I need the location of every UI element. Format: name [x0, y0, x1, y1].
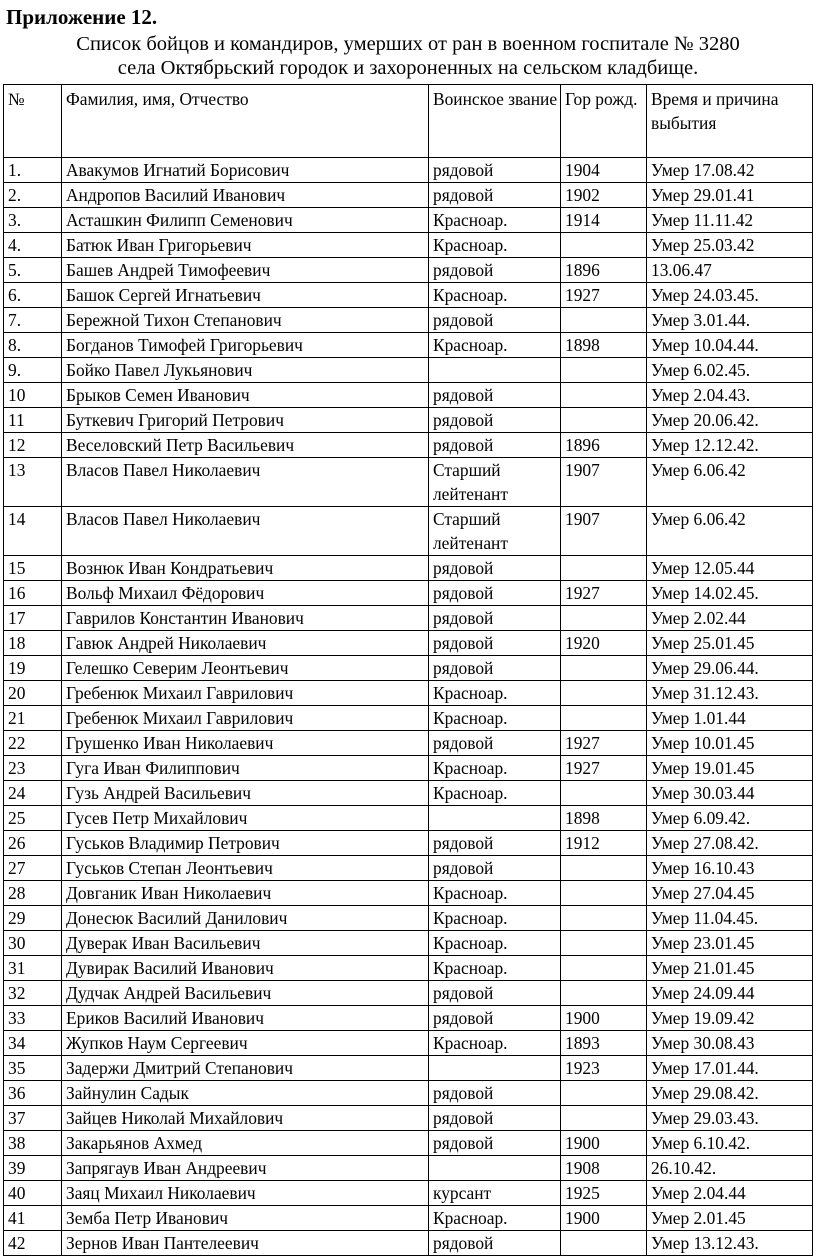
table-row [4, 183, 813, 208]
cell-rank: Старший лейтенант [429, 507, 561, 556]
cell-rank: рядовой [429, 631, 561, 656]
cell-rank: рядовой [429, 856, 561, 881]
cell-name: Запрягаув Иван Андреевич [62, 1156, 429, 1181]
cell-info: Умер 29.08.42. [647, 1081, 813, 1106]
cell-name: Гуськов Владимир Петрович [62, 831, 429, 856]
cell-info: Умер 1.01.44 [647, 706, 813, 731]
cell-year [561, 358, 647, 383]
cell-num: 6. [4, 283, 62, 308]
cell-info: Умер 10.01.45 [647, 731, 813, 756]
cell-name: Гаврилов Константин Иванович [62, 606, 429, 631]
cell-info: Умер 30.03.44 [647, 781, 813, 806]
cell-name: Асташкин Филипп Семенович [62, 208, 429, 233]
cell-info: Умер 6.06.42 [647, 507, 813, 556]
table-row [4, 1231, 813, 1256]
cell-name: Власов Павел Николаевич [62, 458, 429, 507]
title-line-1: Список бойцов и командиров, умерших от ран в военном госпитале № 3280 [76, 33, 740, 55]
cell-rank: рядовой [429, 731, 561, 756]
table-row [4, 881, 813, 906]
cell-name: Грушенко Иван Николаевич [62, 731, 429, 756]
cell-name: Башок Сергей Игнатьевич [62, 283, 429, 308]
cell-rank [429, 806, 561, 831]
cell-info: Умер 24.09.44 [647, 981, 813, 1006]
cell-year [561, 408, 647, 433]
table-row [4, 1131, 813, 1156]
header-rank: Воинское звание [429, 85, 561, 158]
cell-rank: Красноар. [429, 283, 561, 308]
cell-info: Умер 19.01.45 [647, 756, 813, 781]
cell-year [561, 706, 647, 731]
cell-year [561, 856, 647, 881]
cell-rank: рядовой [429, 383, 561, 408]
cell-name: Довганик Иван Николаевич [62, 881, 429, 906]
table-row [4, 656, 813, 681]
cell-rank: рядовой [429, 581, 561, 606]
table-row [4, 283, 813, 308]
table-row [4, 681, 813, 706]
cell-info: Умер 25.01.45 [647, 631, 813, 656]
cell-name: Авакумов Игнатий Борисович [62, 158, 429, 183]
cell-num: 34 [4, 1031, 62, 1056]
table-row [4, 806, 813, 831]
cell-num: 7. [4, 308, 62, 333]
cell-num: 32 [4, 981, 62, 1006]
cell-info: Умер 16.10.43 [647, 856, 813, 881]
cell-rank [429, 1156, 561, 1181]
table-row [4, 1006, 813, 1031]
cell-num: 36 [4, 1081, 62, 1106]
cell-name: Гуськов Степан Леонтьевич [62, 856, 429, 881]
cell-num: 1. [4, 158, 62, 183]
cell-info: Умер 2.02.44 [647, 606, 813, 631]
cell-info: Умер 30.08.43 [647, 1031, 813, 1056]
cell-num: 12 [4, 433, 62, 458]
cell-year: 1927 [561, 283, 647, 308]
cell-name: Андропов Василий Иванович [62, 183, 429, 208]
cell-info: Умер 6.06.42 [647, 458, 813, 507]
cell-num: 3. [4, 208, 62, 233]
cell-info: Умер 6.09.42. [647, 806, 813, 831]
cell-name: Гребенюк Михаил Гаврилович [62, 706, 429, 731]
cell-info: Умер 6.10.42. [647, 1131, 813, 1156]
cell-info: Умер 29.06.44. [647, 656, 813, 681]
cell-rank: рядовой [429, 1106, 561, 1131]
header-name: Фамилия, имя, Отчество [62, 85, 429, 158]
cell-name: Заяц Михаил Николаевич [62, 1181, 429, 1206]
table-row [4, 906, 813, 931]
cell-rank: Красноар. [429, 333, 561, 358]
cell-info: Умер 11.04.45. [647, 906, 813, 931]
cell-rank: Красноар. [429, 1031, 561, 1056]
cell-num: 8. [4, 333, 62, 358]
cell-rank: Красноар. [429, 233, 561, 258]
cell-name: Бережной Тихон Степанович [62, 308, 429, 333]
cell-num: 28 [4, 881, 62, 906]
cell-year [561, 781, 647, 806]
cell-info: Умер 25.03.42 [647, 233, 813, 258]
cell-year: 1927 [561, 731, 647, 756]
cell-year: 1898 [561, 333, 647, 358]
cell-name: Дудчак Андрей Васильевич [62, 981, 429, 1006]
cell-num: 10 [4, 383, 62, 408]
cell-num: 13 [4, 458, 62, 507]
cell-year: 1900 [561, 1206, 647, 1231]
cell-rank [429, 358, 561, 383]
cell-name: Богданов Тимофей Григорьевич [62, 333, 429, 358]
cell-rank: Красноар. [429, 906, 561, 931]
cell-name: Гавюк Андрей Николаевич [62, 631, 429, 656]
cell-name: Донесюк Василий Данилович [62, 906, 429, 931]
cell-num: 22 [4, 731, 62, 756]
cell-info: Умер 19.09.42 [647, 1006, 813, 1031]
cell-rank: рядовой [429, 408, 561, 433]
cell-rank: Красноар. [429, 931, 561, 956]
header-row [4, 85, 813, 158]
table-row [4, 931, 813, 956]
cell-info: Умер 17.08.42 [647, 158, 813, 183]
cell-year: 1907 [561, 507, 647, 556]
cell-rank: Красноар. [429, 1206, 561, 1231]
cell-num: 39 [4, 1156, 62, 1181]
table-row [4, 383, 813, 408]
cell-num: 31 [4, 956, 62, 981]
cell-name: Батюк Иван Григорьевич [62, 233, 429, 258]
cell-info: Умер 31.12.43. [647, 681, 813, 706]
cell-num: 26 [4, 831, 62, 856]
cell-rank: рядовой [429, 556, 561, 581]
header-num: № [4, 85, 62, 158]
cell-num: 42 [4, 1231, 62, 1256]
cell-num: 19 [4, 656, 62, 681]
table-row [4, 706, 813, 731]
table-row [4, 1031, 813, 1056]
cell-num: 37 [4, 1106, 62, 1131]
cell-year: 1927 [561, 756, 647, 781]
roster-table [3, 84, 813, 1256]
cell-year: 1896 [561, 258, 647, 283]
table-row [4, 831, 813, 856]
cell-name: Зайцев Николай Михайлович [62, 1106, 429, 1131]
cell-year [561, 556, 647, 581]
cell-rank: рядовой [429, 656, 561, 681]
cell-num: 20 [4, 681, 62, 706]
cell-rank: рядовой [429, 183, 561, 208]
cell-name: Бойко Павел Лукьянович [62, 358, 429, 383]
cell-num: 41 [4, 1206, 62, 1231]
cell-rank: рядовой [429, 606, 561, 631]
roster-body [4, 158, 813, 1256]
cell-year [561, 383, 647, 408]
document-title [0, 32, 816, 80]
cell-info: Умер 14.02.45. [647, 581, 813, 606]
cell-num: 16 [4, 581, 62, 606]
cell-info: Умер 2.04.44 [647, 1181, 813, 1206]
table-row [4, 458, 813, 507]
cell-year: 1893 [561, 1031, 647, 1056]
cell-year: 1914 [561, 208, 647, 233]
cell-name: Башев Андрей Тимофеевич [62, 258, 429, 283]
table-row [4, 258, 813, 283]
cell-name: Власов Павел Николаевич [62, 507, 429, 556]
table-row [4, 1081, 813, 1106]
title-line-2: села Октябрьский городок и захороненных на сельском кладбище. [117, 57, 699, 79]
cell-name: Веселовский Петр Васильевич [62, 433, 429, 458]
cell-name: Вольф Михаил Фёдорович [62, 581, 429, 606]
cell-name: Брыков Семен Иванович [62, 383, 429, 408]
table-row [4, 581, 813, 606]
cell-name: Буткевич Григорий Петрович [62, 408, 429, 433]
cell-rank: Красноар. [429, 956, 561, 981]
cell-name: Дуверак Иван Васильевич [62, 931, 429, 956]
cell-year [561, 606, 647, 631]
cell-rank: Старший лейтенант [429, 458, 561, 507]
cell-info: Умер 29.03.43. [647, 1106, 813, 1131]
table-row [4, 731, 813, 756]
cell-num: 35 [4, 1056, 62, 1081]
cell-num: 9. [4, 358, 62, 383]
cell-num: 14 [4, 507, 62, 556]
cell-info: Умер 10.04.44. [647, 333, 813, 358]
cell-info: 13.06.47 [647, 258, 813, 283]
table-row [4, 358, 813, 383]
cell-num: 23 [4, 756, 62, 781]
cell-rank: Красноар. [429, 756, 561, 781]
cell-year [561, 981, 647, 1006]
cell-year: 1912 [561, 831, 647, 856]
cell-year [561, 308, 647, 333]
cell-year: 1925 [561, 1181, 647, 1206]
table-row [4, 1056, 813, 1081]
cell-name: Ериков Василий Иванович [62, 1006, 429, 1031]
header-info: Время и причина выбытия [647, 85, 813, 158]
cell-rank: Красноар. [429, 681, 561, 706]
cell-name: Дувирак Василий Иванович [62, 956, 429, 981]
cell-num: 38 [4, 1131, 62, 1156]
cell-year: 1908 [561, 1156, 647, 1181]
cell-name: Вознюк Иван Кондратьевич [62, 556, 429, 581]
cell-year: 1927 [561, 581, 647, 606]
cell-name: Зернов Иван Пантелеевич [62, 1231, 429, 1256]
cell-year [561, 1231, 647, 1256]
cell-rank: рядовой [429, 831, 561, 856]
cell-name: Гусев Петр Михайлович [62, 806, 429, 831]
cell-num: 15 [4, 556, 62, 581]
cell-num: 18 [4, 631, 62, 656]
cell-rank: рядовой [429, 981, 561, 1006]
cell-rank: Красноар. [429, 781, 561, 806]
table-row [4, 1106, 813, 1131]
cell-name: Жупков Наум Сергеевич [62, 1031, 429, 1056]
cell-name: Гуга Иван Филиппович [62, 756, 429, 781]
table-row [4, 433, 813, 458]
cell-rank: рядовой [429, 258, 561, 283]
cell-num: 24 [4, 781, 62, 806]
cell-num: 40 [4, 1181, 62, 1206]
table-row [4, 333, 813, 358]
cell-year [561, 233, 647, 258]
cell-info: Умер 21.01.45 [647, 956, 813, 981]
cell-num: 25 [4, 806, 62, 831]
appendix-heading: Приложение 12. [6, 5, 158, 29]
cell-rank: рядовой [429, 308, 561, 333]
cell-info: Умер 12.05.44 [647, 556, 813, 581]
cell-year: 1898 [561, 806, 647, 831]
cell-year: 1900 [561, 1006, 647, 1031]
cell-year [561, 956, 647, 981]
cell-info: Умер 29.01.41 [647, 183, 813, 208]
cell-num: 2. [4, 183, 62, 208]
table-row [4, 631, 813, 656]
cell-name: Зайнулин Садык [62, 1081, 429, 1106]
cell-name: Гелешко Северим Леонтьевич [62, 656, 429, 681]
cell-name: Гребенюк Михаил Гаврилович [62, 681, 429, 706]
table-row [4, 756, 813, 781]
cell-name: Земба Петр Иванович [62, 1206, 429, 1231]
cell-year: 1904 [561, 158, 647, 183]
cell-num: 4. [4, 233, 62, 258]
cell-year: 1900 [561, 1131, 647, 1156]
cell-rank: рядовой [429, 1006, 561, 1031]
cell-info: Умер 20.06.42. [647, 408, 813, 433]
cell-info: 26.10.42. [647, 1156, 813, 1181]
cell-info: Умер 13.12.43. [647, 1231, 813, 1256]
cell-year: 1920 [561, 631, 647, 656]
cell-rank: Красноар. [429, 881, 561, 906]
cell-info: Умер 12.12.42. [647, 433, 813, 458]
cell-rank: Красноар. [429, 208, 561, 233]
cell-rank [429, 1056, 561, 1081]
cell-num: 17 [4, 606, 62, 631]
table-row [4, 1156, 813, 1181]
cell-year: 1907 [561, 458, 647, 507]
cell-num: 5. [4, 258, 62, 283]
cell-info: Умер 3.01.44. [647, 308, 813, 333]
table-row [4, 208, 813, 233]
cell-year [561, 656, 647, 681]
cell-name: Гузь Андрей Васильевич [62, 781, 429, 806]
cell-year: 1902 [561, 183, 647, 208]
cell-rank: рядовой [429, 1231, 561, 1256]
cell-info: Умер 11.11.42 [647, 208, 813, 233]
table-row [4, 308, 813, 333]
table-row [4, 981, 813, 1006]
cell-info: Умер 24.03.45. [647, 283, 813, 308]
table-row [4, 158, 813, 183]
table-row [4, 1206, 813, 1231]
cell-rank: Красноар. [429, 706, 561, 731]
table-row [4, 507, 813, 556]
header-year: Гор рожд. [561, 85, 647, 158]
cell-name: Задержи Дмитрий Степанович [62, 1056, 429, 1081]
cell-num: 30 [4, 931, 62, 956]
cell-rank: рядовой [429, 1131, 561, 1156]
cell-info: Умер 2.04.43. [647, 383, 813, 408]
table-row [4, 408, 813, 433]
table-row [4, 233, 813, 258]
cell-year [561, 1106, 647, 1131]
cell-year [561, 881, 647, 906]
cell-num: 29 [4, 906, 62, 931]
table-row [4, 781, 813, 806]
cell-num: 33 [4, 1006, 62, 1031]
cell-rank: курсант [429, 1181, 561, 1206]
cell-year: 1923 [561, 1056, 647, 1081]
cell-year [561, 681, 647, 706]
cell-rank: рядовой [429, 433, 561, 458]
cell-year [561, 1081, 647, 1106]
cell-info: Умер 6.02.45. [647, 358, 813, 383]
table-row [4, 856, 813, 881]
cell-info: Умер 27.04.45 [647, 881, 813, 906]
cell-info: Умер 2.01.45 [647, 1206, 813, 1231]
cell-info: Умер 17.01.44. [647, 1056, 813, 1081]
table-row [4, 556, 813, 581]
table-row [4, 956, 813, 981]
cell-rank: рядовой [429, 158, 561, 183]
cell-info: Умер 27.08.42. [647, 831, 813, 856]
cell-year: 1896 [561, 433, 647, 458]
cell-num: 21 [4, 706, 62, 731]
cell-year [561, 931, 647, 956]
cell-rank: рядовой [429, 1081, 561, 1106]
cell-info: Умер 23.01.45 [647, 931, 813, 956]
cell-year [561, 906, 647, 931]
cell-name: Закарьянов Ахмед [62, 1131, 429, 1156]
table-row [4, 1181, 813, 1206]
cell-num: 27 [4, 856, 62, 881]
table-row [4, 606, 813, 631]
cell-num: 11 [4, 408, 62, 433]
